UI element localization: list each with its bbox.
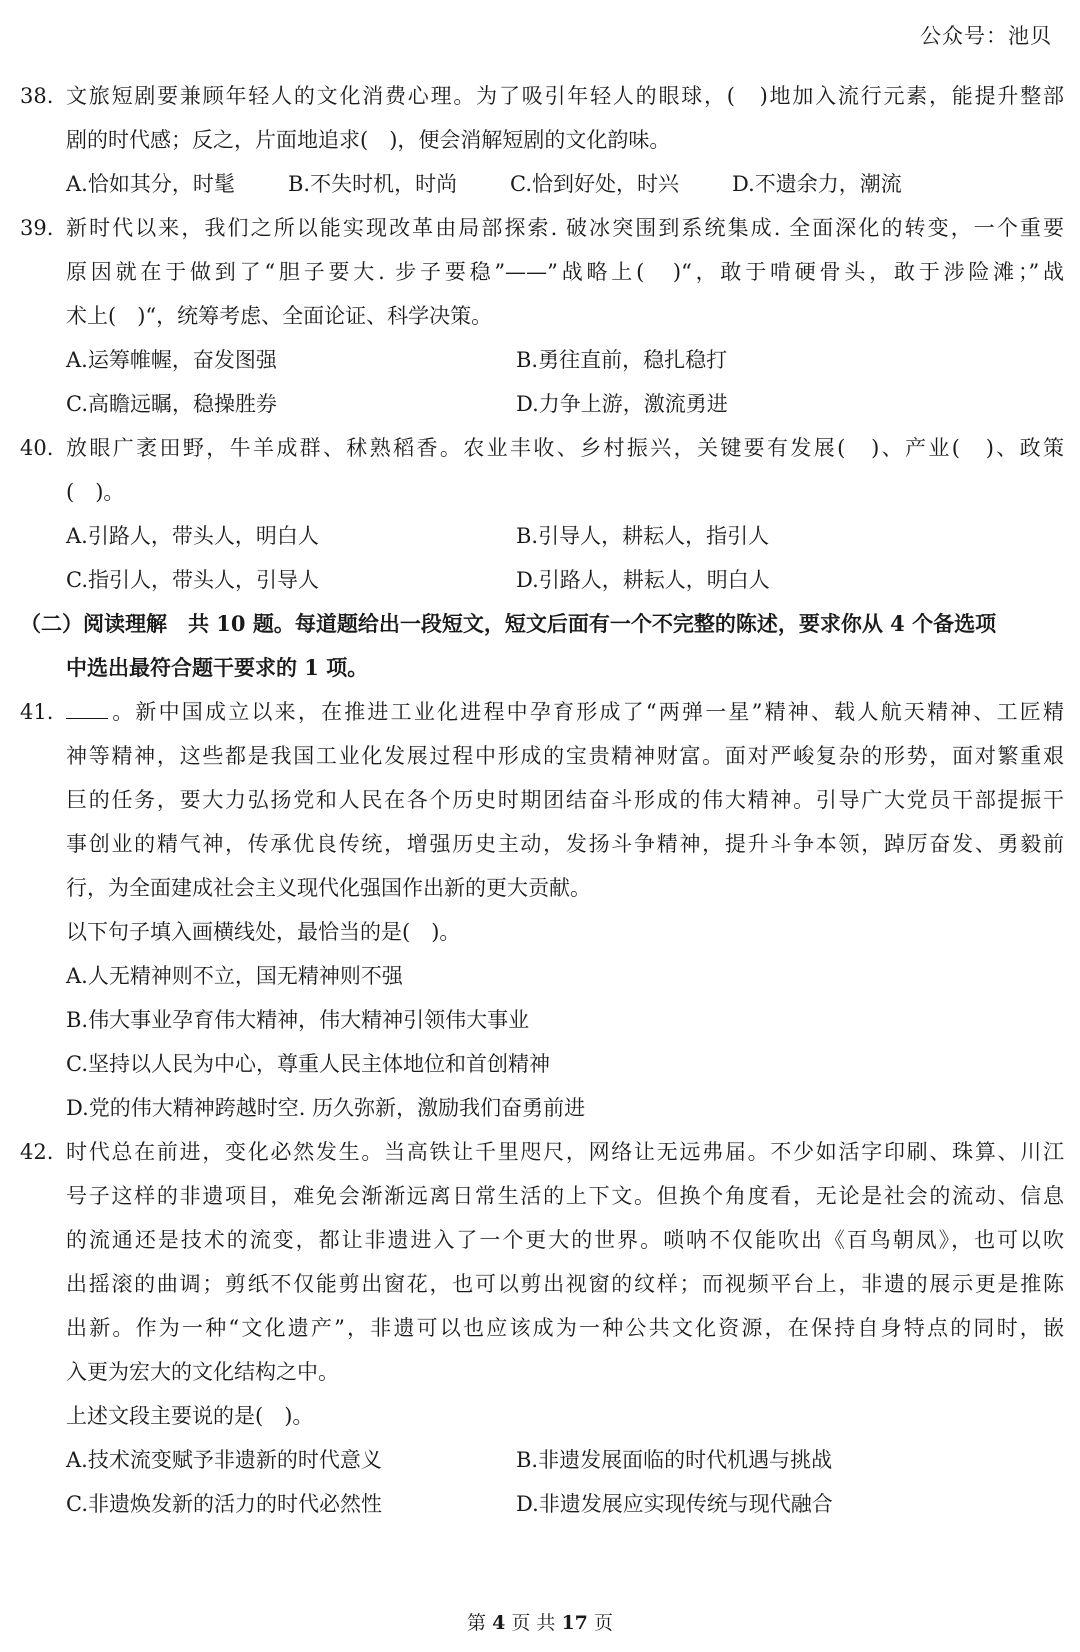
page-content xyxy=(20,74,1064,1526)
footer-suffix: 页 xyxy=(593,1612,613,1634)
question-number: 39. xyxy=(20,216,54,240)
question-text-line: 事创业的精气神，传承优良传统，增强历史主动，发扬斗争精神，提升斗争本领，踔厉奋发、勇毅前 xyxy=(66,832,1064,856)
question-body xyxy=(66,690,1064,1130)
question-text-line: 的流通还是技术的流变，都让非遗进入了一个更大的世界。唢呐不仅能吹出《百鸟朝凤》，也可以吹 xyxy=(66,1228,1064,1252)
option-row xyxy=(66,382,1064,426)
question-number: 38. xyxy=(20,84,54,108)
question-prompt: 以下句子填入画横线处，最恰当的是( )。 xyxy=(66,920,461,944)
option-row xyxy=(66,162,1064,206)
option-a: A.技术流变赋予非遗新的时代意义 xyxy=(66,1448,382,1472)
option-d: D.引路人，耕耘人，明白人 xyxy=(516,568,770,592)
option-c: C.高瞻远瞩，稳操胜券 xyxy=(66,392,277,416)
question-text-line: 新时代以来，我们之所以能实现改革由局部探索. 破冰突围到系统集成. 全面深化的转变，一个重要 xyxy=(66,216,1064,240)
option-d: D.党的伟大精神跨越时空. 历久弥新，激励我们奋勇前进 xyxy=(66,1096,586,1120)
account-header: 公众号：池贝 xyxy=(920,24,1052,48)
question-text-line: 文旅短剧要兼顾年轻人的文化消费心理。为了吸引年轻人的眼球，( )地加入流行元素，能提升整部 xyxy=(66,84,1064,108)
question-text-line: 术上( )“，统筹考虑、全面论证、科学决策。 xyxy=(66,304,493,328)
question-text-line: ( )。 xyxy=(66,480,125,504)
option-b: B.伟大事业孕育伟大精神，伟大精神引领伟大事业 xyxy=(66,1008,530,1032)
option-row xyxy=(66,558,1064,602)
page-footer xyxy=(0,1608,1080,1635)
question-text-line: 号子这样的非遗项目，难免会渐渐远离日常生活的上下文。但换个角度看，无论是社会的流动、信息 xyxy=(66,1184,1064,1208)
section-heading xyxy=(20,602,1064,690)
question-40 xyxy=(20,426,1064,602)
option-b: B.勇往直前，稳扎稳打 xyxy=(516,348,728,372)
option-a: A.引路人，带头人，明白人 xyxy=(66,524,319,548)
question-text-line: 剧的时代感；反之，片面地追求( )，便会消解短剧的文化韵味。 xyxy=(66,128,671,152)
option-c: C.非遗焕发新的活力的时代必然性 xyxy=(66,1492,382,1516)
option-row xyxy=(66,514,1064,558)
question-number: 42. xyxy=(20,1140,54,1164)
question-text-line: 出新。作为一种“文化遗产”，非遗可以也应该成为一种公共文化资源，在保持自身特点的同时，嵌 xyxy=(66,1316,1064,1340)
question-text-line: 时代总在前进，变化必然发生。当高铁让千里咫尺，网络让无远弗届。不少如活字印刷、珠算、川江 xyxy=(66,1140,1064,1164)
question-text-line: 放眼广袤田野，牛羊成群、秫熟稻香。农业丰收、乡村振兴，关键要有发展( )、产业( )、政策 xyxy=(66,436,1064,460)
option-row xyxy=(66,338,1064,382)
question-number: 41. xyxy=(20,700,54,724)
question-body xyxy=(66,426,1064,602)
page-number: 4 xyxy=(492,1612,506,1634)
total-pages: 17 xyxy=(561,1612,588,1634)
option-row xyxy=(66,1438,1064,1482)
question-text-line: 行，为全面建成社会主义现代化强国作出新的更大贡献。 xyxy=(66,876,591,900)
fill-blank xyxy=(66,698,108,719)
option-b: B.不失时机，时尚 xyxy=(288,172,458,196)
footer-prefix: 第 xyxy=(467,1612,487,1634)
option-b: B.引导人，耕耘人，指引人 xyxy=(516,524,770,548)
question-body xyxy=(66,1130,1064,1526)
option-row xyxy=(66,1482,1064,1526)
option-d: D.非遗发展应实现传统与现代融合 xyxy=(516,1492,833,1516)
question-41 xyxy=(20,690,1064,1130)
question-prompt: 上述文段主要说的是( )。 xyxy=(66,1404,314,1428)
question-text-line: 出摇滚的曲调；剪纸不仅能剪出窗花，也可以剪出视窗的纹样；而视频平台上，非遗的展示更是推陈 xyxy=(66,1272,1064,1296)
question-text-line: 原因就在于做到了“胆子要大. 步子要稳”——”战略上( )“，敢于啃硬骨头，敢于涉险滩；”战 xyxy=(66,260,1064,284)
option-d: D.力争上游，激流勇进 xyxy=(516,392,728,416)
question-body xyxy=(66,206,1064,426)
section-heading-line: 中选出最符合题干要求的 1 项。 xyxy=(66,655,369,680)
option-c: C.恰到好处，时兴 xyxy=(510,172,679,196)
question-body xyxy=(66,74,1064,206)
question-text-line: 入更为宏大的文化结构之中。 xyxy=(66,1360,339,1384)
question-text-line xyxy=(66,690,1064,734)
section-heading-line: （二）阅读理解 共 10 题。每道题给出一段短文，短文后面有一个不完整的陈述，要求你从 4 个备选项 xyxy=(20,611,997,636)
question-39 xyxy=(20,206,1064,426)
question-38 xyxy=(20,74,1064,206)
question-text-line: 神等精神，这些都是我国工业化发展过程中形成的宝贵精神财富。面对严峻复杂的形势，面对繁重艰 xyxy=(66,744,1064,768)
question-text-line: 巨的任务，要大力弘扬党和人民在各个历史时期团结奋斗形成的伟大精神。引导广大党员干部提振干 xyxy=(66,788,1064,812)
option-c: C.坚持以人民为中心，尊重人民主体地位和首创精神 xyxy=(66,1052,550,1076)
option-d: D.不遗余力，潮流 xyxy=(732,172,902,196)
footer-mid: 页 共 xyxy=(511,1612,556,1634)
option-b: B.非遗发展面临的时代机遇与挑战 xyxy=(516,1448,833,1472)
question-42 xyxy=(20,1130,1064,1526)
question-text: 。新中国成立以来，在推进工业化进程中孕育形成了“两弹一星”精神、载人航天精神、工匠精 xyxy=(110,700,1064,724)
option-a: A.恰如其分，时髦 xyxy=(66,172,235,196)
option-a: A.运筹帷幄，奋发图强 xyxy=(66,348,277,372)
question-number: 40. xyxy=(20,436,54,460)
option-c: C.指引人，带头人，引导人 xyxy=(66,568,319,592)
option-a: A.人无精神则不立，国无精神则不强 xyxy=(66,964,403,988)
